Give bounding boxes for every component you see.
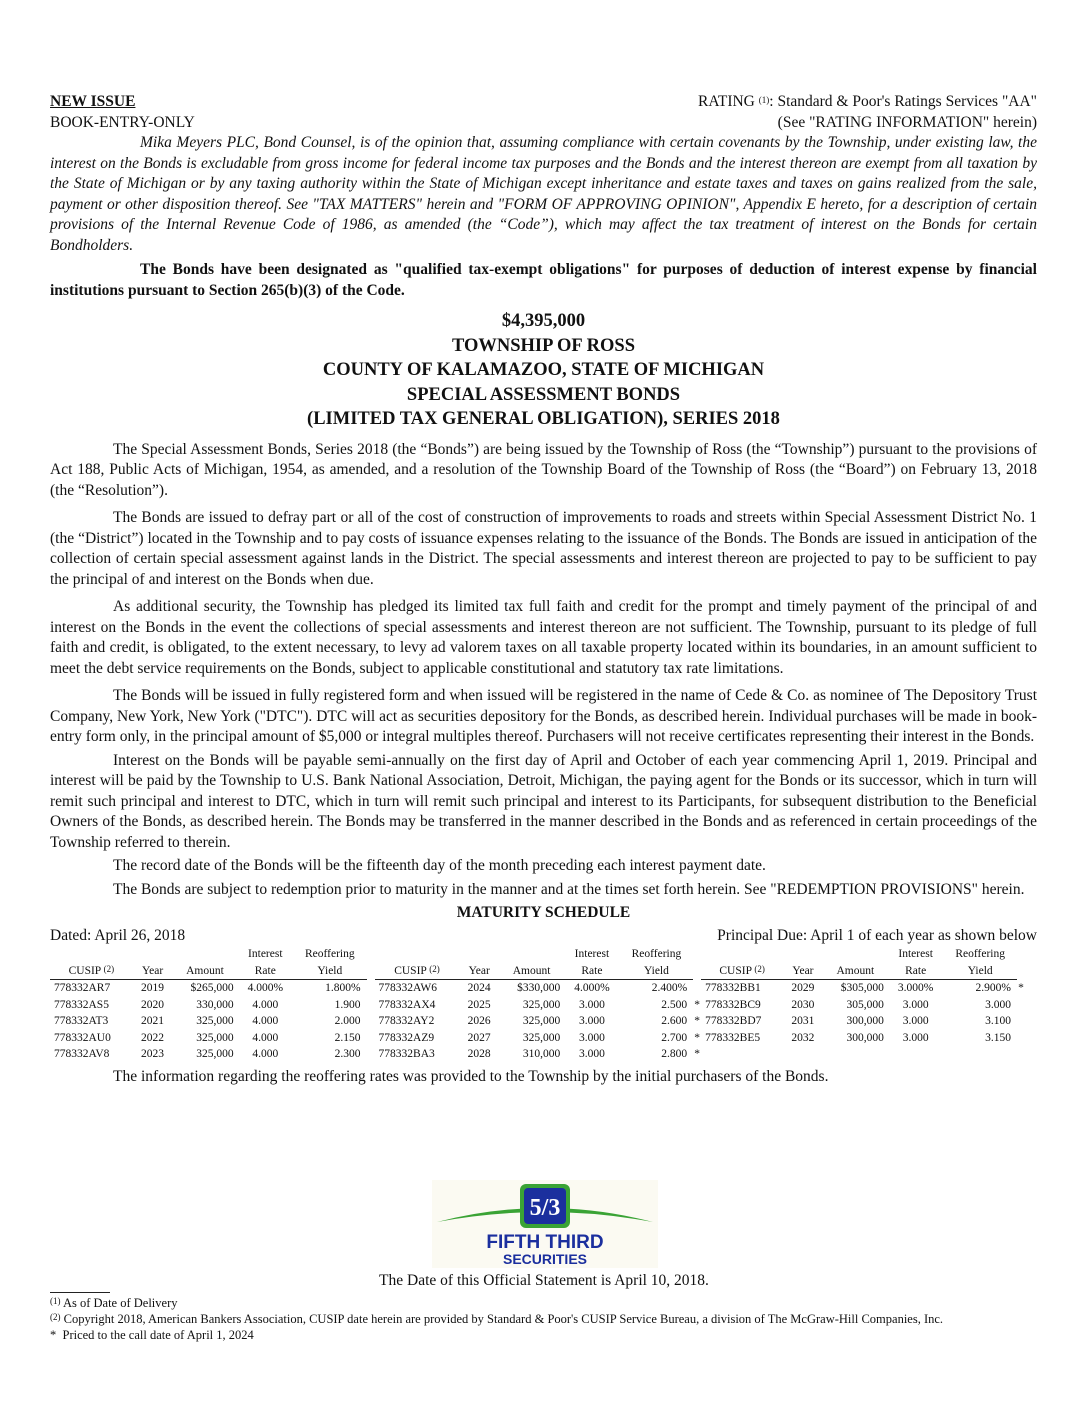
header-top-cell (701, 946, 783, 963)
cell-yield: 2.700 (661, 1031, 688, 1044)
cell-cusip: 778332AS5 (54, 998, 109, 1011)
footnote-text: Copyright 2018, American Bankers Association, CUSIP date herein are provided by Standard & Poor's CUSIP Service Bureau, a division of The McGraw-Hill Companies, Inc. (63, 1312, 944, 1326)
header-top-cell (823, 946, 888, 963)
cusip-header-label: CUSIP (68, 964, 101, 977)
column-header-interest_bottom: Rate (238, 963, 293, 980)
cusip-header-label: CUSIP (719, 964, 752, 977)
cell-star (367, 980, 375, 997)
cell-star (1017, 1013, 1025, 1030)
paragraph: Interest on the Bonds will be payable semi-annually on the first day of April and October of each year commencing April 1, 2019. Principal and interest will be paid by the Township to U.S. Bank National Association, Detroit, Michigan, the paying agent for the Bonds or its successor, which in turn will remit such principal and interest to DTC, which in turn will remit such principal and interest to its Participants, for subsequent distribution to the Beneficial Owners of the Bonds, as described herein. The Bonds may be transferred in the manner described in the Bonds and as referenced in certain proceedings of the Township referred to therein. (50, 751, 1037, 851)
footnote-text: Priced to the call date of April 1, 2024 (62, 1328, 254, 1342)
cell-year: 2025 (467, 998, 491, 1011)
cell-yield: 2.500 (661, 998, 688, 1011)
logo-line-2: SECURITIES (502, 1251, 588, 1267)
cell-cusip: 778332BA3 (378, 1048, 435, 1060)
paragraph: The Bonds will be issued in fully registered form and when issued will be registered in the name of Cede & Co. as nominee of The Depository Trust Company, New York, New York ("DTC"). DTC will act as securities depository for the Bonds, as described herein. Individual purchases will be made in book-entry form only, in the principal amount of $5,000 or integral multiples thereof. Purchasers will not receive certificates representing their interest in the Bonds. (50, 687, 1037, 745)
cell-cusip: 778332AY2 (378, 1015, 435, 1027)
book-entry-label: BOOK-ENTRY-ONLY (50, 113, 195, 131)
cell-yield: 2.300 (334, 1048, 361, 1060)
fifth-third-logo (432, 1180, 658, 1268)
header-top-cell: Reoffering (955, 948, 1005, 960)
paragraph: The Bonds are subject to redemption prior to maturity in the manner and at the times set forth herein. See "REDEMPTION PROVISIONS" herein. (113, 880, 1025, 898)
cell-cusip: 778332AU0 (54, 1031, 111, 1044)
cell-amount: 325,000 (522, 998, 561, 1011)
cell-yield (943, 1046, 1017, 1063)
cell-amount: 305,000 (846, 998, 884, 1011)
column-header-spacer (693, 963, 701, 980)
cell-cusip: 778332AV8 (54, 1048, 110, 1060)
cell-rate: 4.000 (252, 1048, 279, 1060)
table-row (50, 1030, 1025, 1047)
cell-rate: 3.000 (902, 1031, 929, 1044)
maturity-table (50, 946, 1025, 1063)
cell-amount: 300,000 (846, 1031, 884, 1044)
cell-star (367, 1030, 375, 1047)
cell-star: * (1018, 981, 1024, 994)
cell-rate: 3.000 (902, 998, 929, 1011)
cell-rate (888, 1046, 943, 1063)
cell-star (367, 1046, 375, 1063)
cell-rate: 4.000 (252, 998, 279, 1011)
cell-rate: 3.000 (578, 1015, 605, 1027)
cell-year: 2023 (141, 1048, 165, 1060)
cell-amount: $305,000 (840, 982, 884, 994)
cell-year: 2022 (141, 1031, 165, 1044)
cell-year: 2026 (467, 1015, 491, 1027)
cell-yield: 2.150 (334, 1031, 361, 1044)
header-top-cell (50, 946, 133, 963)
cell-yield: 3.000 (985, 998, 1011, 1011)
cell-year: 2032 (791, 1031, 815, 1044)
cell-rate: 3.000 (902, 1015, 929, 1027)
cell-amount: 325,000 (196, 1048, 234, 1060)
cell-amount: 325,000 (522, 1015, 561, 1027)
footnote-mark: (1) (50, 1296, 61, 1306)
cell-rate: 4.000% (247, 982, 284, 994)
cusip-footnote-mark: (2) (754, 963, 765, 974)
cell-cusip: 778332AW6 (378, 982, 438, 994)
cell-cusip: 778332AZ9 (378, 1031, 435, 1044)
cell-star (367, 997, 375, 1014)
maturity-schedule-title: MATURITY SCHEDULE (456, 904, 631, 921)
footnote-3 (50, 1327, 1010, 1343)
paragraph: The Bonds are issued to defray part or all of the cost of construction of improvements to roads and streets within Special Assessment District No. 1 (the “District”) located in the Township and to pay costs of issuance expenses relating to the issuance of the Bonds. The Bonds are issued in anticipation of the collection of certain special assessment against lands in the District. The special assessments and interest thereon are projected to pay to be sufficient to pay the principal of and interest on the Bonds when due. (50, 509, 1037, 588)
cell-yield: 2.000 (334, 1015, 361, 1027)
cell-cusip: 778332BB1 (705, 982, 761, 994)
cell-year: 2031 (791, 1015, 815, 1027)
column-header-cusip (50, 963, 133, 980)
header-top-cell: Interest (574, 948, 610, 960)
cell-star (1017, 1030, 1025, 1047)
statement-date: The Date of this Official Statement is April 10, 2018. (379, 1272, 709, 1289)
cell-amount: 325,000 (196, 1015, 234, 1027)
rating-prefix: RATING (698, 93, 755, 110)
column-header-year: Year (459, 963, 499, 980)
cell-year: 2027 (467, 1031, 491, 1044)
column-header-yield_bottom: Yield (943, 963, 1017, 980)
cell-year: 2019 (141, 982, 165, 994)
header (50, 92, 1037, 133)
cell-star: * (694, 998, 701, 1011)
footnote-1 (50, 1295, 1010, 1311)
header-top-cell (172, 946, 237, 963)
cell-year: 2020 (141, 998, 165, 1011)
qualified-statement: The Bonds have been designated as "qualified tax-exempt obligations" for purposes of deduction of interest expense by financial institutions pursuant to Section 265(b)(3) of the Code. (50, 261, 1037, 299)
body-text (50, 440, 1037, 901)
header-top-cell: Interest (898, 948, 933, 960)
cusip-footnote-mark: (2) (103, 963, 115, 974)
principal-due: Principal Due: April 1 of each year as shown below (717, 926, 1037, 944)
cell-cusip: 778332AX4 (378, 998, 436, 1011)
cell-amount: 300,000 (846, 1015, 884, 1027)
cell-rate: 4.000% (574, 982, 610, 994)
fifth-third-logo-icon (432, 1180, 658, 1268)
column-header-year: Year (133, 963, 173, 980)
cell-star: * (694, 1031, 701, 1044)
header-top-cell (133, 946, 173, 963)
maturity-dates (50, 926, 1037, 947)
cell-year: 2029 (791, 982, 815, 994)
column-header-amount: Amount (499, 963, 564, 980)
footnotes (50, 1292, 1010, 1343)
column-header-spacer (1017, 963, 1025, 980)
cell-yield: 2.400% (651, 982, 688, 994)
cell-yield: 1.900 (334, 998, 361, 1011)
cell-star: * (694, 1015, 701, 1027)
bond-title (50, 309, 1037, 432)
cell-year: 2030 (791, 998, 815, 1011)
cell-year: 2028 (467, 1048, 491, 1060)
footnote-text: As of Date of Delivery (62, 1296, 178, 1310)
footnote-2 (50, 1311, 1010, 1327)
cell-cusip: 778332BE5 (705, 1031, 761, 1044)
cell-amount: 330,000 (196, 998, 234, 1011)
column-header-yield_bottom: Yield (293, 963, 367, 980)
column-header-amount: Amount (823, 963, 888, 980)
cell-star (1017, 997, 1025, 1014)
dated-date: Dated: April 26, 2018 (50, 926, 186, 944)
official-statement-cover (50, 92, 1037, 1087)
title-amount: $4,395,000 (501, 311, 586, 331)
table-row (50, 1046, 1025, 1063)
tax-opinion: Mika Meyers PLC, Bond Counsel, is of the opinion that, assuming compliance with certain covenants by the Township, under existing law, the interest on the Bonds is excludable from gross income for federal income tax purposes and the Bonds and the interest thereon are exempt from all taxation by the State of Michigan or by any taxing authority within the State of Michigan except inheritance and estate taxes and taxes on gains realized from the sale, payment or other disposition thereof. See "TAX MATTERS" herein and "FORM OF APPROVING OPINION", Appendix E hereto, for a description of certain provisions of the Internal Revenue Code of 1986, as amended (the “Code”), which may affect the tax treatment of interest on the Bonds for certain Bondholders. (50, 134, 1037, 254)
rating-text: : Standard & Poor's Ratings Services "AA" (769, 93, 1037, 110)
cell-amount: 325,000 (522, 1031, 561, 1044)
table-row (50, 997, 1025, 1014)
footnote-rule (50, 1292, 110, 1293)
cell-rate: 3.000% (897, 982, 934, 994)
cell-year: 2021 (141, 1015, 165, 1027)
cell-amount: 325,000 (196, 1031, 234, 1044)
column-header-cusip (701, 963, 783, 980)
column-header-amount: Amount (172, 963, 237, 980)
cell-rate: 4.000 (252, 1031, 279, 1044)
title-line-3: SPECIAL ASSESSMENT BONDS (406, 384, 681, 405)
cell-star: * (694, 1048, 701, 1060)
footnote-mark: * (50, 1328, 57, 1342)
footnote-mark: (2) (50, 1312, 61, 1322)
title-line-2: COUNTY OF KALAMAZOO, STATE OF MICHIGAN (322, 360, 765, 380)
rating-footnote-mark: (1) (758, 95, 770, 105)
table-row (50, 980, 1025, 997)
logo-mark: 5/3 (529, 1195, 561, 1221)
cell-yield: 2.900% (975, 982, 1011, 994)
cusip-footnote-mark: (2) (429, 963, 440, 974)
column-header-yield_bottom: Yield (620, 963, 694, 980)
cell-star (1017, 1046, 1025, 1063)
header-top-cell (693, 946, 701, 963)
column-header-cusip (375, 963, 460, 980)
header-top-cell: Reoffering (304, 948, 355, 960)
header-top-cell: Reoffering (631, 948, 682, 960)
cell-cusip (701, 1046, 783, 1063)
title-line-4: (LIMITED TAX GENERAL OBLIGATION), SERIES 2018 (307, 409, 780, 429)
paragraph: As additional security, the Township has pledged its limited tax full faith and credit for the prompt and timely payment of the principal of and interest on the Bonds in the event the collections of special assessments and interest thereon are not sufficient. The Township, pursuant to its pledge of full faith and credit, is obligated, to the extent necessary, to levy ad valorem taxes on all taxable property located within its boundaries, in an amount sufficient to meet the debt service requirements on the Bonds, subject to applicable constitutional and statutory tax rate limitations. (50, 598, 1037, 677)
cell-yield: 3.150 (985, 1031, 1011, 1044)
cell-yield: 2.800 (661, 1048, 688, 1060)
cell-cusip: 778332AT3 (54, 1015, 109, 1027)
cell-rate: 3.000 (578, 998, 605, 1011)
cell-cusip: 778332BD7 (705, 1015, 762, 1027)
cell-yield: 2.600 (661, 1015, 688, 1027)
cell-amount: $330,000 (517, 982, 561, 994)
column-header-interest_bottom: Rate (564, 963, 619, 980)
cell-amount: 310,000 (522, 1048, 561, 1060)
reoffering-note: The information regarding the reoffering rates was provided to the Township by the initial purchasers of the Bonds. (113, 1067, 829, 1085)
cell-rate: 3.000 (578, 1031, 605, 1044)
header-top-cell (375, 946, 460, 963)
column-header-year: Year (783, 963, 823, 980)
rating-see: (See "RATING INFORMATION" herein) (777, 113, 1037, 131)
cell-amount (823, 1046, 888, 1063)
cell-yield: 3.100 (985, 1015, 1011, 1027)
header-top-cell (499, 946, 564, 963)
cell-star (367, 1013, 375, 1030)
cell-star (693, 980, 701, 997)
cell-amount: $265,000 (190, 982, 234, 994)
cell-year (783, 1046, 823, 1063)
cusip-header-label: CUSIP (394, 964, 427, 977)
cell-rate: 3.000 (578, 1048, 605, 1060)
new-issue-label: NEW ISSUE (50, 93, 136, 110)
cell-cusip: 778332AR7 (54, 982, 111, 994)
paragraph: The record date of the Bonds will be the fifteenth day of the month preceding each interest payment date. (113, 857, 766, 874)
header-top-cell (783, 946, 823, 963)
table-row (50, 1013, 1025, 1030)
paragraph: The Special Assessment Bonds, Series 2018 (the “Bonds”) are being issued by the Township of Ross (the “Township”) pursuant to the provisions of Act 188, Public Acts of Michigan, 1954, as amended, and a resolution of the Township Board of the Township of Ross (the “Board”) on February 13, 2018 (the “Resolution”). (50, 440, 1037, 499)
cell-rate: 4.000 (252, 1015, 279, 1027)
header-top-cell (1017, 946, 1025, 963)
column-header-spacer (367, 963, 375, 980)
header-top-cell (459, 946, 499, 963)
logo-line-1: FIFTH THIRD (486, 1232, 604, 1253)
column-header-interest_bottom: Rate (888, 963, 943, 980)
rating-line (698, 92, 1037, 113)
cell-yield: 1.800% (325, 982, 361, 994)
cell-year: 2024 (467, 982, 491, 994)
header-top-cell: Interest (248, 948, 283, 960)
cell-cusip: 778332BC9 (705, 998, 761, 1011)
header-top-cell (367, 946, 375, 963)
title-line-1: TOWNSHIP OF ROSS (452, 335, 635, 356)
